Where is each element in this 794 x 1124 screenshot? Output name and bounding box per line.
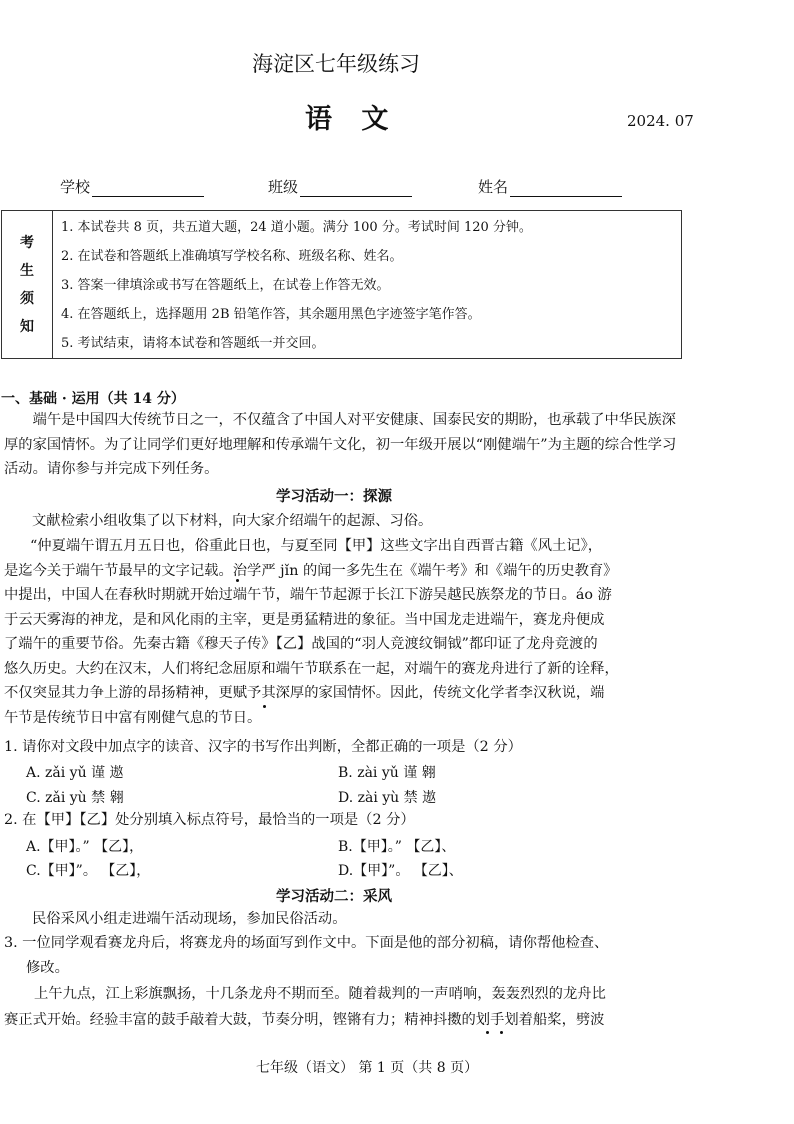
notice-item: 3. 答案一律填涂或书写在答题纸上，在试卷上作答无效。 [61,278,390,293]
notice-side-label [2,211,53,359]
q2-option-c: C.【甲】”。 【乙】， [26,863,151,879]
notice-side-char: 知 [20,318,34,335]
question-1-stem: 1. 请你对文段中加点字的读音、汉字的书写作出判断，全都正确的一项是（2 分） [4,739,522,755]
exam-date: 2024. 07 [627,112,694,130]
q1-option-c: C. zǎi yù 禁 翱 [26,790,124,806]
notice-item: 2. 在试卷和答题纸上准确填写学校名称、班级名称、姓名。 [61,249,403,264]
notice-items [53,211,682,359]
activity1-intro: 文献检索小组收集了以下材料，向大家介绍端午的起源、习俗。 [32,513,433,529]
passage-line: 是迄今关于端午节最早的文字记载。治学严 jǐn 的闻一多先生在《端午考》和《端午的历史教育》 [4,562,618,579]
q2-option-d: D.【甲】”。 【乙】、 [338,863,463,879]
question-3-stem-cont: 修改。 [26,960,69,976]
activity2-title: 学习活动二：采风 [276,888,392,905]
passage-line: “仲夏端午谓五月五日也，俗重此日也，与夏至同【甲】这些文字出自西晋古籍《风土记》， [30,538,603,554]
exam-title: 海淀区七年级练习 [252,52,420,76]
emphasis-dot [500,1031,503,1034]
q1-option-d: D. zài yù 禁 遨 [338,790,437,806]
section-title: 一、基础 · 运用（共 14 分） [1,391,185,407]
emphasis-dot [236,579,239,582]
passage-line: 于云天雾海的神龙，是和风化雨的主宰，更是勇猛精进的象征。当中国龙走进端午，赛龙舟便成 [4,611,605,628]
class-field [268,176,412,197]
passage-line: 悠久历史。大约在汉末，人们将纪念屈原和端午节联系在一起，对端午的赛龙舟进行了新的诠释， [4,660,619,677]
school-blank [92,181,204,197]
passage-line: 午节是传统节日中富有刚健气息的节日。 [4,709,262,726]
school-label: 学校 [60,178,91,196]
passage-line: 中提出，中国人在春秋时期就开始过端午节，端午节起源于长江下游吴越民族祭龙的节日。áo 游 [4,587,612,603]
activity1-title: 学习活动一：探源 [276,488,392,505]
school-field [60,176,204,197]
notice-item: 1. 本试卷共 8 页，共五道大题，24 道小题。满分 100 分。考试时间 120 分钟。 [61,220,532,235]
notice-item: 5. 考试结束，请将本试卷和答题纸一并交回。 [61,336,325,351]
passage-line: 不仅突显其力争上游的昂扬精神，更赋予其深厚的家国情怀。因此，传统文化学者李汉秋说，端 [4,685,605,701]
notice-item: 4. 在答题纸上，选择题用 2B 铅笔作答，其余题用黑色字迹签字笔作答。 [61,307,481,322]
draft-line: 上午九点，江上彩旗飘扬，十几条龙舟不期而至。随着裁判的一声哨响，轰轰烈烈的龙舟比 [34,986,606,1002]
name-blank [510,181,622,197]
notice-side-char: 生 [20,262,34,279]
q2-option-a: A.【甲】。” 【乙】， [26,839,144,855]
emphasis-dot [486,1031,489,1034]
class-label: 班级 [268,178,299,196]
notice-side-char: 须 [20,290,34,307]
notice-side-char: 考 [20,234,34,251]
name-label: 姓名 [478,178,509,196]
class-blank [300,181,412,197]
passage-line: 了端午的重要节俗。先秦古籍《穆天子传》【乙】战国的“羽人竞渡纹铜钺”都印证了龙舟竞渡的 [4,636,598,652]
draft-line: 赛正式开始。经验丰富的鼓手敲着大鼓，节奏分明，铿锵有力；精神抖擞的划手划着船桨，劈波 [4,1012,605,1028]
exam-notice-box [1,210,682,359]
name-field [478,176,622,197]
question-2-stem: 2. 在【甲】【乙】处分别填入标点符号，最恰当的一项是（2 分） [4,812,415,828]
question-3-stem: 3. 一位同学观看赛龙舟后，将赛龙舟的场面写到作文中。下面是他的部分初稿，请你帮他检查、 [4,935,609,951]
subject-title: 语 文 [305,104,399,135]
activity2-intro: 民俗采风小组走进端午活动现场，参加民俗活动。 [32,911,347,927]
emphasis-dot [263,705,266,708]
q1-option-b: B. zài yǔ 谨 翱 [338,765,436,781]
source-passage [4,534,619,730]
page-footer: 七年级（语文） 第 1 页（共 8 页） [256,1060,479,1076]
intro-paragraph: 端午是中国四大传统节日之一，不仅蕴含了中国人对平安健康、国泰民安的期盼，也承载了中华民族深厚的家国情怀。为了让同学们更好地理解和传承端午文化，初一年级开展以“刚健端午”为主题的综合性学习活动。请你参与并完成下列任务。 [4,412,677,477]
q1-option-a: A. zǎi yǔ 谨 遨 [26,765,124,781]
q2-option-b: B.【甲】。” 【乙】、 [338,839,456,855]
